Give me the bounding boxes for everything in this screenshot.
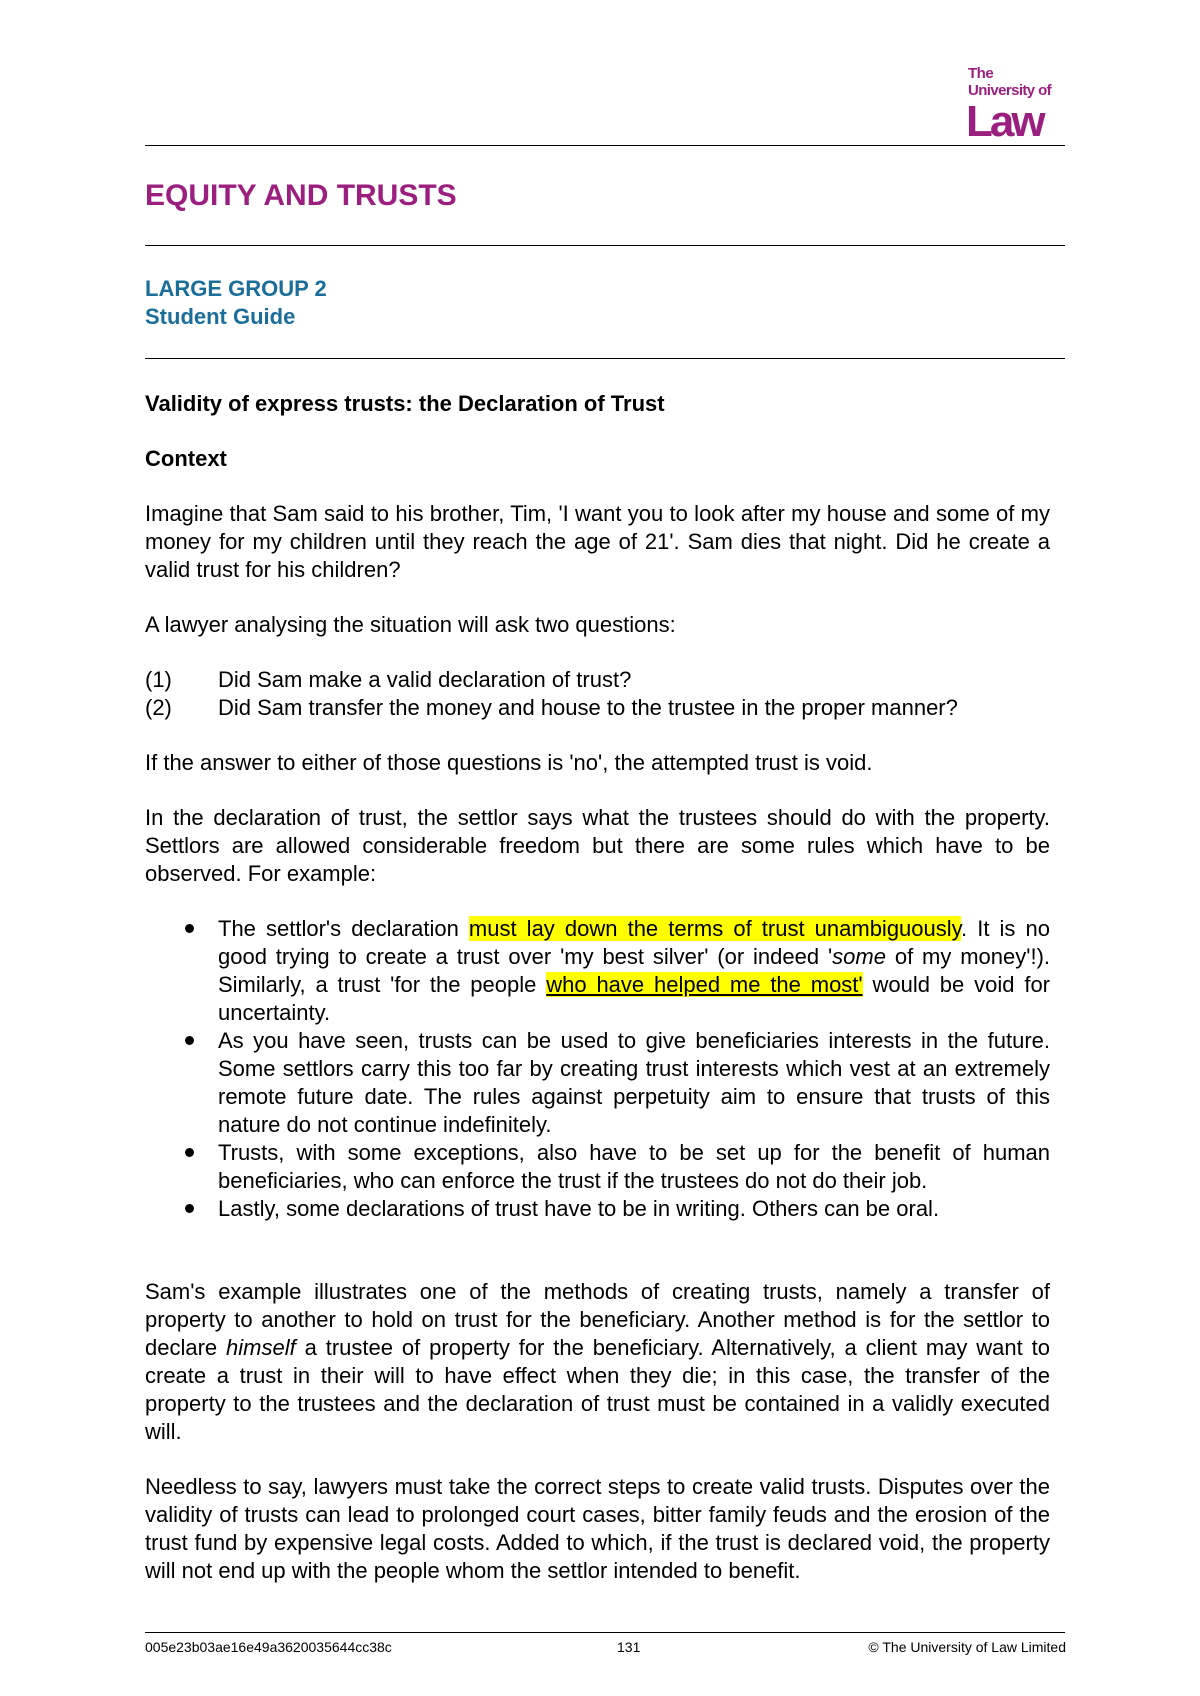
footer-rule <box>145 1632 1065 1633</box>
text-run: of my money'!). Similarly, a trust 'for the people <box>218 944 1051 997</box>
text-run: a trustee of property for the beneficiary. Alternatively, a client may want to create a trust in their will to have effect when they die; in this case, the transfer of the property to the trustees and the declaration of trust must be contained in a validly executed will. <box>145 1335 1050 1444</box>
question-number: (2) <box>145 695 172 720</box>
question-number: (1) <box>145 667 172 692</box>
paragraph-6: Needless to say, lawyers must take the correct steps to create valid trusts. Disputes over the validity of trusts can lead to prolonged court cases, bitter family feuds and the erosion of the trust fund by expensive legal costs. Added to which, if the trust is declared void, the property will not end up with the people whom the settlor intended to benefit. <box>145 1474 1050 1583</box>
logo-line-1: The <box>968 65 994 82</box>
list-item <box>145 915 1050 1027</box>
question-text: Did Sam transfer the money and house to the trustee in the proper manner? <box>218 695 958 720</box>
footer-document-id: 005e23b03ae16e49a3620035644cc38c <box>145 1639 392 1655</box>
section-title: Validity of express trusts: the Declaration of Trust <box>145 391 665 416</box>
highlighted-underlined-text: who have helped me the most' <box>546 972 863 997</box>
subtitle-group: LARGE GROUP 2 <box>145 276 327 301</box>
document-title: EQUITY AND TRUSTS <box>145 179 457 212</box>
list-item <box>145 666 1050 694</box>
paragraph-5 <box>145 1278 1050 1446</box>
list-item <box>145 1027 1050 1139</box>
paragraph-4: In the declaration of trust, the settlor says what the trustees should do with the property. Settlors are allowed considerable freedom but there are some rules which have to be observed. For example: <box>145 805 1050 886</box>
list-item <box>145 1139 1050 1195</box>
highlighted-text: must lay down the terms of trust unambiguously <box>468 916 962 941</box>
text-run: . It is no good trying to create a trust over 'my best silver' (or indeed ' <box>218 916 1050 969</box>
italic-text: some <box>832 944 886 969</box>
document-subtitle <box>145 275 327 331</box>
italic-text: himself <box>226 1335 296 1360</box>
text-run: would be void for uncertainty. <box>218 972 1051 1025</box>
logo-line-3: Law <box>966 97 1043 146</box>
questions-list <box>145 666 1050 722</box>
rules-bullet-list <box>145 915 1050 1223</box>
list-item <box>145 1195 1050 1223</box>
bullet-icon <box>145 1195 218 1223</box>
bullet-icon <box>145 915 218 1027</box>
question-text: Did Sam make a valid declaration of trust? <box>218 667 632 692</box>
paragraph-3: If the answer to either of those questions is 'no', the attempted trust is void. <box>145 750 873 775</box>
header-rule-bottom <box>145 358 1065 359</box>
paragraph-2: A lawyer analysing the situation will ask two questions: <box>145 612 676 637</box>
list-item <box>145 694 1050 722</box>
footer-page-number: 131 <box>617 1639 641 1655</box>
logo-line-2: University of <box>968 82 1052 99</box>
bullet-text: Lastly, some declarations of trust have to be in writing. Others can be oral. <box>218 1196 940 1221</box>
subtitle-guide: Student Guide <box>145 304 296 329</box>
header-rule-top <box>145 145 1065 146</box>
text-run: Sam's example illustrates one of the methods of creating trusts, namely a transfer of property to another to hold on trust for the beneficiary. Another method is for the settlor to declare <box>145 1279 1050 1360</box>
document-body <box>145 390 1050 1612</box>
bullet-icon <box>145 1027 218 1139</box>
university-logo <box>968 64 1068 144</box>
header-rule-middle <box>145 245 1065 246</box>
bullet-text <box>218 915 1050 1027</box>
text-run: The settlor's declaration <box>218 916 469 941</box>
bullet-text: Trusts, with some exceptions, also have to be set up for the benefit of human beneficiaries, who can enforce the trust if the trustees do not do their job. <box>218 1140 1050 1193</box>
context-heading: Context <box>145 446 227 471</box>
bullet-text: As you have seen, trusts can be used to give beneficiaries interests in the future. Some settlors carry this too far by creating trust interests which vest at an extremely remote future date. The rules against perpetuity aim to ensure that trusts of this nature do not continue indefinitely. <box>218 1028 1050 1137</box>
bullet-icon <box>145 1139 218 1195</box>
footer-copyright: © The University of Law Limited <box>868 1639 1066 1655</box>
paragraph-1: Imagine that Sam said to his brother, Tim, 'I want you to look after my house and some of my money for my children until they reach the age of 21'. Sam dies that night. Did he create a valid trust for his children? <box>145 501 1050 582</box>
